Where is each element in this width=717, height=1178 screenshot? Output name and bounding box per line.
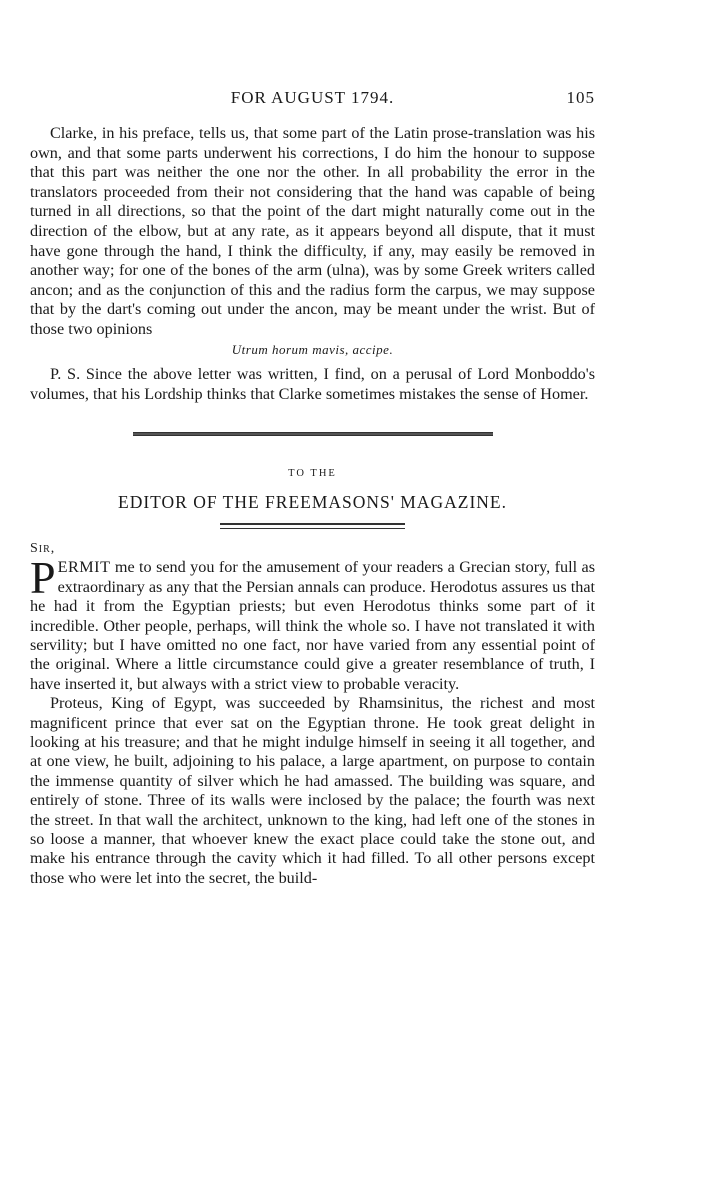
letter-paragraph-text: me to send you for the amusement of your readers a Grecian story, full as extraordinary as any that the Persian annals can produce. Herodotus assures us that he had it from the Egyptian priests; but even Herodotus thinks some part of it incredible. Other people, perhaps, will think the whole so. I have not translated it with servility; but I have omitted no one fact, nor have varied from any essential point of the original. Where a little circumstance could give a greater resemblance of truth, I have inserted it, but always with a strict view to probable veracity. <box>30 558 595 693</box>
drop-cap: P <box>30 552 56 604</box>
letter-heading: EDITOR OF THE FREEMASONS' MAGAZINE. <box>118 492 507 513</box>
page <box>30 88 595 888</box>
letter-paragraph: Proteus, King of Egypt, was succeeded by Rhamsinitus, the richest and most magnificent prince that ever sat on the Egyptian throne. He took great delight in looking at his treasure; and that he might indulge himself in seeing it all together, and at one view, he built, adjoining to his palace, a large apartment, on purpose to contain the immense quantity of silver which he had amassed. The building was square, and entirely of stone. Three of its walls were inclosed by the palace; the fourth was next the street. In that wall the architect, unknown to the king, had left one of the stones in so loose a manner, that whoever knew the exact place could take the stone out, and make his entrance through the cavity which it had filled. To all other persons except those who were let into the secret, the build- <box>30 694 595 887</box>
latin-quote: Utrum horum mavis, accipe. <box>231 341 394 357</box>
article-paragraph: Clarke, in his preface, tells us, that some part of the Latin prose-translation was his own, and that some parts underwent his corrections, I do him the honour to suppose that this part was neither the one nor the other. In all probability the error in the translators proceeded from their not considering that the hand was capable of being turned in all directions, so that the point of the dart might naturally come out in the direction of the elbow, but at any rate, as it appears beyond all dispute, that it must have gone through the hand, I think the difficulty, if any, may easily be removed in another way; for one of the bones of the arm (ulna), was by some Greek writers called ancon; and as the conjunction of this and the radius form the carpus, we may suppose that by the dart's coming out under the ancon, may be meant under the wrist. But of those two opinions <box>30 124 595 338</box>
letter-address-line: TO THE <box>288 468 337 480</box>
page-number: 105 <box>566 88 595 107</box>
running-title: FOR AUGUST 1794. <box>230 88 395 107</box>
letter-paragraph-opening <box>30 552 595 694</box>
lead-word: ERMIT <box>57 558 111 577</box>
running-head <box>30 88 595 118</box>
section-divider <box>133 432 493 436</box>
salutation: Sir, <box>30 541 56 557</box>
postscript: P. S. Since the above letter was written, I find, on a perusal of Lord Monboddo's volumes, that his Lordship thinks that Clarke sometimes mistakes the sense of Homer. <box>30 365 595 403</box>
letter-body <box>30 552 595 888</box>
heading-double-rule <box>220 523 405 529</box>
